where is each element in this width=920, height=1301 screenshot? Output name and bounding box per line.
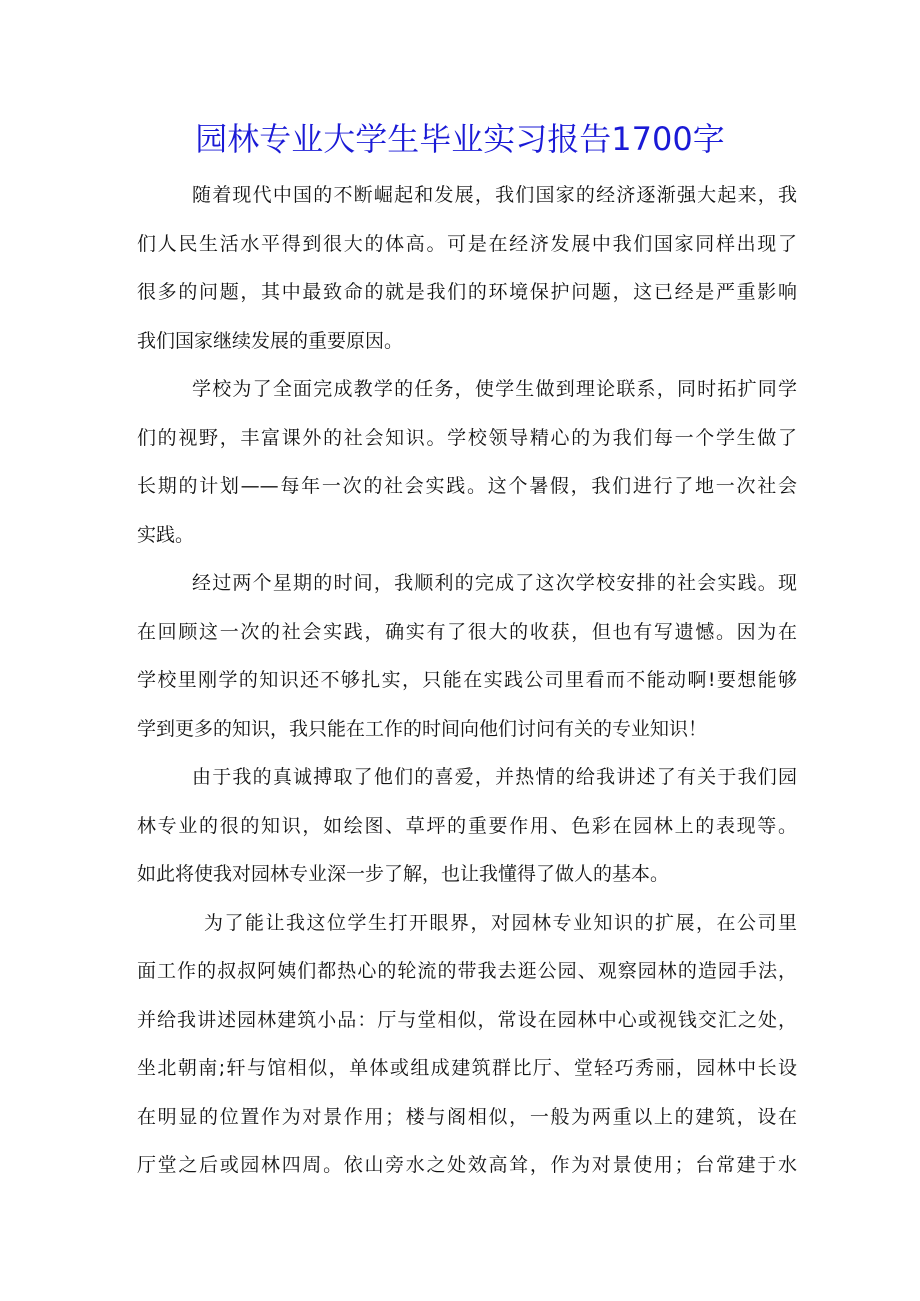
text-line: 经过两个星期的时间，我顺利的完成了这次学校安排的社会实践。现: [192, 572, 797, 594]
paragraph: [137, 899, 797, 1190]
text-line: 林专业的很的知识，如绘图、草坪的重要作用、色彩在园林上的表现等。: [137, 814, 797, 837]
text-line: 长期的计划——每年一次的社会实践。这个暑假，我们进行了地一次社会: [137, 475, 797, 497]
paragraph: [137, 365, 797, 559]
text-line: 们人民生活水平得到很大的体高。可是在经济发展中我们国家同样出现了: [137, 232, 797, 255]
text-line: 随着现代中国的不断崛起和发展，我们国家的经济逐渐强大起来，我: [192, 184, 797, 206]
text-line: 在明显的位置作为对景作用；楼与阁相似，一般为两重以上的建筑，设在: [137, 1105, 797, 1128]
text-line: 厅堂之后或园林四周。依山旁水之处效高耸，作为对景使用；台常建于水: [137, 1154, 797, 1176]
text-line: 在回顾这一次的社会实践，确实有了很大的收获，但也有写遗憾。因为在: [137, 620, 797, 643]
text-line: 学到更多的知识，我只能在工作的时间向他们讨问有关的专业知识！: [137, 717, 708, 740]
text-line: 面工作的叔叔阿姨们都热心的轮流的带我去逛公园、观察园林的造园手法，: [137, 960, 797, 982]
text-line: 我们国家继续发展的重要原因。: [137, 329, 404, 352]
paragraph: [137, 171, 797, 365]
paragraph: [137, 753, 797, 899]
text-line: 坐北朝南;轩与馆相似，单体或组成建筑群比厅、堂轻巧秀丽，园林中长设: [137, 1057, 797, 1079]
text-line: 由于我的真诚搏取了他们的喜爱，并热情的给我讲述了有关于我们园: [192, 766, 797, 788]
text-line: 并给我讲述园林建筑小品：厅与堂相似，常设在园林中心或视钱交汇之处，: [137, 1008, 797, 1031]
text-line: 如此将使我对园林专业深一步了解，也让我懂得了做人的基本。: [137, 863, 670, 885]
text-line: 学校为了全面完成教学的任务，使学生做到理论联系，同时拓扩同学: [192, 378, 797, 400]
text-line: 实践。: [137, 523, 195, 546]
document-title: 园林专业大学生毕业实习报告1700字: [195, 120, 725, 158]
document-body: [137, 171, 797, 1190]
paragraph: [137, 559, 797, 753]
text-line: 学校里刚学的知识还不够扎实，只能在实践公司里看而不能动啊!要想能够: [137, 669, 797, 691]
text-line: 很多的问题，其中最致命的就是我们的环境保护问题，这已经是严重影响: [137, 281, 797, 303]
text-line: 为了能让我这位学生打开眼界，对园林专业知识的扩展，在公司里: [204, 911, 797, 934]
text-line: 们的视野，丰富课外的社会知识。学校领导精心的为我们每一个学生做了: [137, 426, 797, 449]
